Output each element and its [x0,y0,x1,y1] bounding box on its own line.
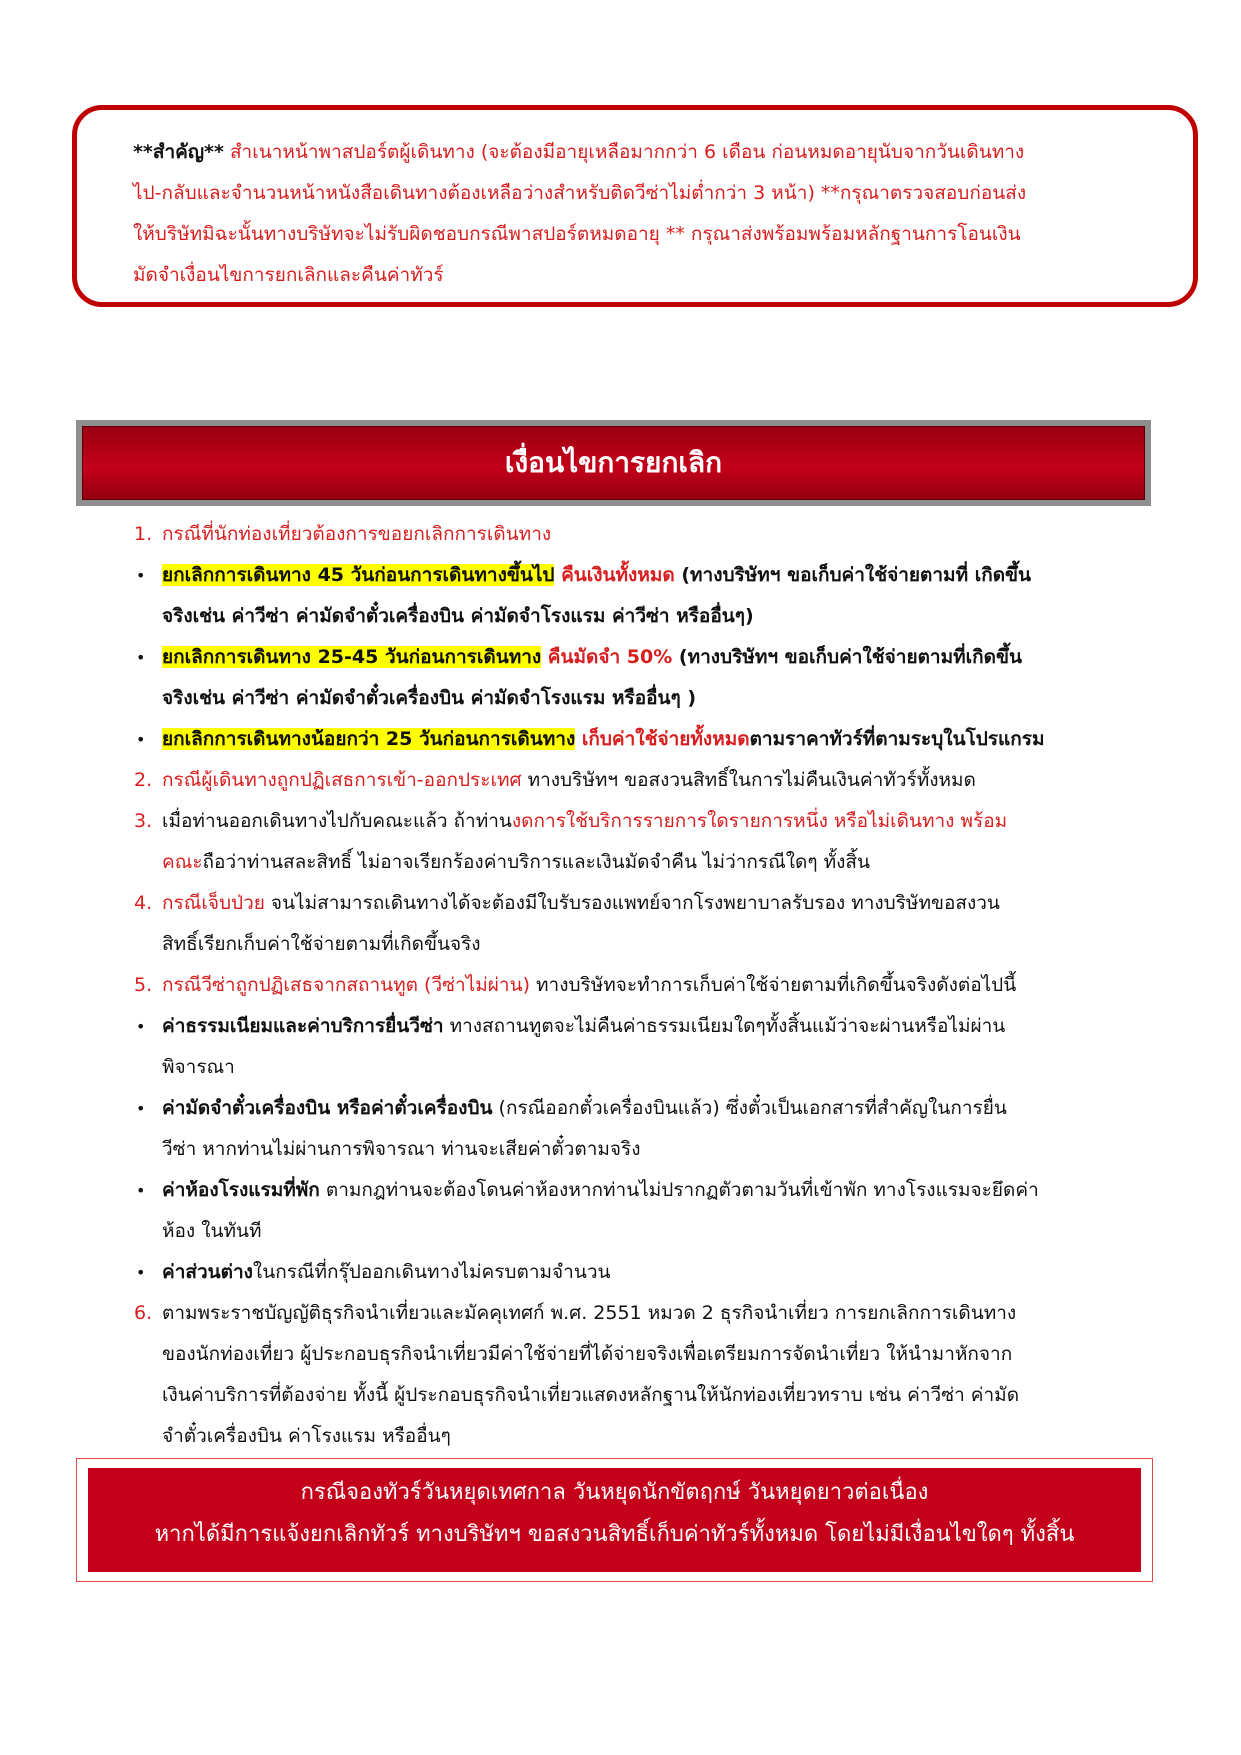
condition-number: 3. [134,810,153,832]
refund-text: คืนเงินทั้งหมด [554,564,675,586]
condition-1-text: กรณีที่นักท่องเที่ยวต้องการขอยกเลิกการเดินทาง [162,523,552,545]
condition-4 [134,883,1166,965]
bullet-rest-text: ตามราคาทัวร์ที่ตามระบุในโปรแกรม [749,728,1045,750]
important-notice-box [72,105,1198,307]
bullet-difference [134,1252,1166,1293]
condition-3-pre: เมื่อท่านออกเดินทางไปกับคณะแล้ว ถ้าท่าน [162,810,512,832]
bullet-icon: • [136,1181,146,1200]
condition-number: 4. [134,892,153,914]
title-banner [76,420,1151,506]
notice-line-2: ไป-กลับและจำนวนหน้าหนังสือเดินทางต้องเหลือว่างสำหรับติดวีซ่าไม่ต่ำกว่า 3 หน้า) **กรุณาตรวจสอบก่อนส่ง [133,182,1027,204]
bullet-rest-text: ตามกฎท่านจะต้องโดนค่าห้องหากท่านไม่ปรากฏตัวตามวันที่เข้าพัก ทางโรงแรมจะยึดค่า [319,1179,1039,1201]
notice-line-1 [133,132,1165,173]
bullet-hotel-room [134,1170,1166,1252]
condition-number: 2. [134,769,153,791]
bullet-rest-text: ในกรณีที่กรุ๊ปออกเดินทางไม่ครบตามจำนวน [252,1261,611,1283]
charge-text: เก็บค่าใช้จ่ายทั้งหมด [575,728,750,750]
condition-6-line-4: จำตั๋วเครื่องบิน ค่าโรงแรม หรืออื่นๆ [162,1425,451,1447]
condition-5-rest: ทางบริษัทจะทำการเก็บค่าใช้จ่ายตามที่เกิดขึ้นจริงดังต่อไปนี้ [529,974,1017,996]
condition-2 [134,760,1166,801]
condition-3 [134,801,1166,883]
condition-2-rest: ทางบริษัทฯ ขอสงวนสิทธิ์ในการไม่คืนเงินค่าทัวร์ทั้งหมด [521,769,976,791]
condition-number: 5. [134,974,153,996]
bullet-rest-text: (ทางบริษัทฯ ขอเก็บค่าใช้จ่ายตามที่เกิดขึ้น [672,646,1022,668]
bullet-cancel-under-25-days [134,719,1166,760]
bullet-cancel-45-days [134,555,1166,637]
holiday-notice [88,1468,1141,1572]
condition-5-red: กรณีวีซ่าถูกปฏิเสธจากสถานทูต (วีซ่าไม่ผ่าน) [162,974,530,996]
bullet-icon: • [136,648,146,667]
bullet-icon: • [136,730,146,749]
bullet-cancel-25-45-days [134,637,1166,719]
holiday-notice-line-1: กรณีจองทัวร์วันหยุดเทศกาล วันหยุดนักขัตฤกษ์ วันหยุดยาวต่อเนื่อง [300,1480,929,1505]
condition-6 [134,1293,1166,1457]
bullet-bold-text: ค่าส่วนต่าง [162,1261,253,1283]
condition-number: 1. [134,523,153,545]
notice-line-4: มัดจำเงื่อนไขการยกเลิกและคืนค่าทัวร์ [133,264,444,286]
condition-3-red: งดการใช้บริการรายการใดรายการหนึ่ง หรือไม่เดินทาง พร้อม [511,810,1008,832]
condition-6-line-3: เงินค่าบริการที่ต้องจ่าย ทั้งนี้ ผู้ประกอบธุรกิจนำเที่ยวแสดงหลักฐานให้นักท่องเที่ยวทราบ เช่น ค่าวีซ่า ค่ามัด [162,1384,1020,1406]
bullet-icon: • [136,1099,146,1118]
cancellation-conditions-list [134,514,1166,1457]
condition-4-line-2: สิทธิ์เรียกเก็บค่าใช้จ่ายตามที่เกิดขึ้นจริง [162,933,481,955]
condition-4-red: กรณีเจ็บป่วย [162,892,265,914]
refund-text: คืนมัดจำ 50% [541,646,673,668]
bullet-bold-text: ค่ามัดจำตั๋วเครื่องบิน หรือค่าตั๋วเครื่องบิน [162,1097,493,1119]
highlight-text: ยกเลิกการเดินทาง 45 วันก่อนการเดินทางขึ้นไป [162,564,555,586]
bullet-bold-text: ค่าห้องโรงแรมที่พัก [162,1179,320,1201]
condition-2-red: กรณีผู้เดินทางถูกปฏิเสธการเข้า-ออกประเทศ [162,769,522,791]
condition-5 [134,965,1166,1006]
condition-3-red-2: คณะ [162,851,203,873]
bullet-line-2: วีซ่า หากท่านไม่ผ่านการพิจารณา ท่านจะเสียค่าตั๋วตามจริง [162,1138,641,1160]
bullet-line-2: จริงเช่น ค่าวีซ่า ค่ามัดจำตั๋วเครื่องบิน ค่ามัดจำโรงแรม หรืออื่นๆ ) [162,687,697,709]
bullet-rest-text: (ทางบริษัทฯ ขอเก็บค่าใช้จ่ายตามที่ เกิดขึ้น [674,564,1032,586]
bullet-rest-text: (กรณีออกตั๋วเครื่องบินแล้ว) ซึ่งตั๋วเป็นเอกสารที่สำคัญในการยื่น [492,1097,1007,1119]
highlight-text: ยกเลิกการเดินทางน้อยกว่า 25 วันก่อนการเดินทาง [162,728,576,750]
condition-number: 6. [134,1302,153,1324]
bullet-icon: • [136,1017,146,1036]
notice-prefix: **สำคัญ** [133,141,224,163]
condition-1 [134,514,1166,555]
bullet-flight-deposit [134,1088,1166,1170]
bullet-icon: • [136,1263,146,1282]
bullet-bold-text: ค่าธรรมเนียมและค่าบริการยื่นวีซ่า [162,1015,444,1037]
holiday-notice-line-2: หากได้มีการแจ้งยกเลิกทัวร์ ทางบริษัทฯ ขอสงวนสิทธิ์เก็บค่าทัวร์ทั้งหมด โดยไม่มีเงื่อนไขใดๆ ทั้งสิ้น [154,1522,1075,1547]
condition-4-rest: จนไม่สามารถเดินทางได้จะต้องมีใบรับรองแพทย์จากโรงพยาบาลรับรอง ทางบริษัทขอสงวน [264,892,1000,914]
condition-6-line-1: ตามพระราชบัญญัติธุรกิจนำเที่ยวและมัคคุเทศก์ พ.ศ. 2551 หมวด 2 ธุรกิจนำเที่ยว การยกเลิกการเดินทาง [162,1302,1017,1324]
section-title: เงื่อนไขการยกเลิก [82,426,1145,500]
bullet-line-2: พิจารณา [162,1056,235,1078]
condition-6-line-2: ของนักท่องเที่ยว ผู้ประกอบธุรกิจนำเที่ยวมีค่าใช้จ่ายที่ได้จ่ายจริงเพื่อเตรียมการจัดนำเที่ยว ให้นำมาหักจาก [162,1343,1013,1365]
condition-3-rest: ถือว่าท่านสละสิทธิ์ ไม่อาจเรียกร้องค่าบริการและเงินมัดจำคืน ไม่ว่ากรณีใดๆ ทั้งสิ้น [202,851,870,873]
bullet-rest-text: ทางสถานทูตจะไม่คืนค่าธรรมเนียมใดๆทั้งสิ้นแม้ว่าจะผ่านหรือไม่ผ่าน [443,1015,1006,1037]
highlight-text: ยกเลิกการเดินทาง 25-45 วันก่อนการเดินทาง [162,646,542,668]
bullet-line-2: จริงเช่น ค่าวีซ่า ค่ามัดจำตั๋วเครื่องบิน ค่ามัดจำโรงแรม ค่าวีซ่า หรืออื่นๆ) [162,605,754,627]
bullet-visa-fee [134,1006,1166,1088]
notice-line-1-text: สำเนาหน้าพาสปอร์ตผู้เดินทาง (จะต้องมีอายุเหลือมากกว่า 6 เดือน ก่อนหมดอายุนับจากวันเดินทาง [223,141,1025,163]
bullet-icon: • [136,566,146,585]
notice-line-3: ให้บริษัทมิฉะนั้นทางบริษัทจะไม่รับผิดชอบกรณีพาสปอร์ตหมดอายุ ** กรุณาส่งพร้อมพร้อมหลักฐานการโอนเงิน [133,223,1021,245]
holiday-notice-box [76,1458,1153,1582]
bullet-line-2: ห้อง ในทันที [162,1220,262,1242]
